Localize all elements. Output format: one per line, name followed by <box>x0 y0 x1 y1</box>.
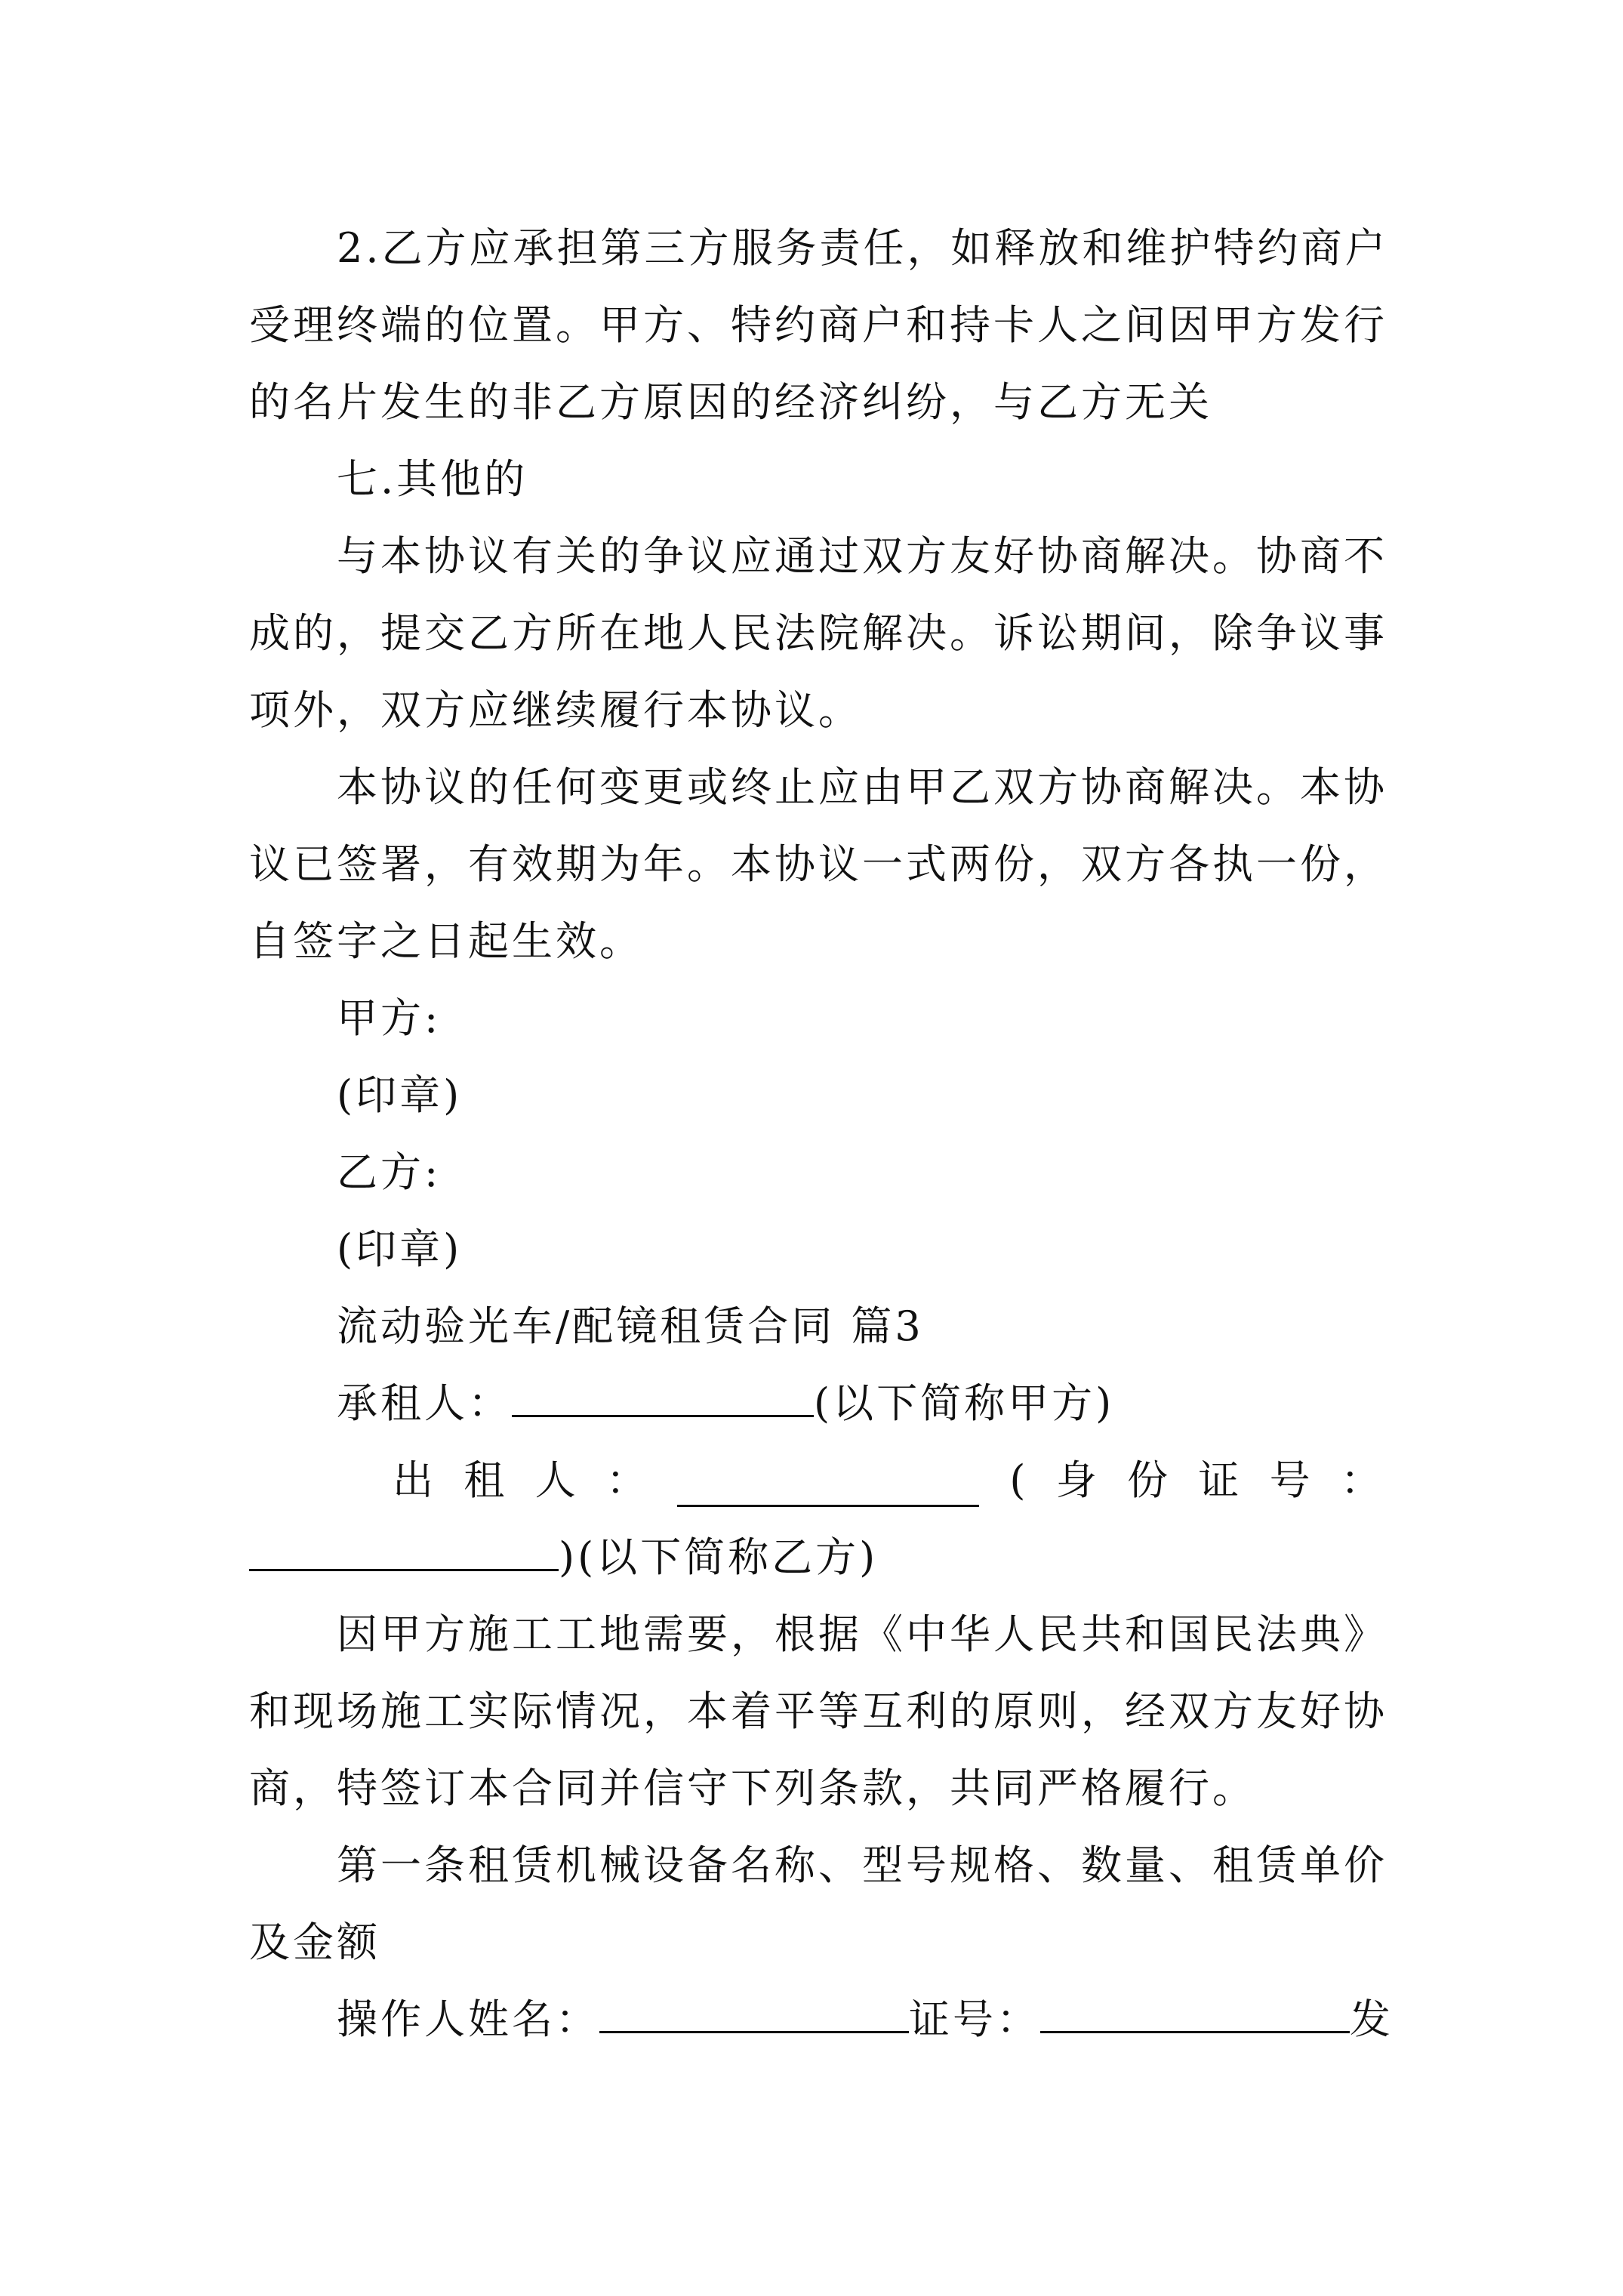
lessor-id-line <box>249 1519 1381 1596</box>
paragraph-line: 及金额 <box>249 1918 380 1966</box>
paragraph-line: 商，特签订本合同并信守下列条款，共同严格履行。 <box>249 1764 1256 1812</box>
seal-placeholder: (印章) <box>337 1071 463 1119</box>
id-char: 份 <box>1127 1456 1169 1504</box>
article-heading: 第一条租赁机械设备名称、型号规格、数量、租赁单价 <box>337 1841 1387 1889</box>
contract-title: 流动验光车/配镜租赁合同 篇3 <box>337 1302 924 1350</box>
lessor-char: 人 <box>534 1456 576 1504</box>
party-b-label: 乙方: <box>337 1148 442 1196</box>
seal-placeholder: (印章) <box>337 1225 463 1273</box>
operator-cert-label: 证号： <box>909 1996 1040 2043</box>
lessee-label: 承租人： <box>337 1379 512 1427</box>
document-body <box>249 210 1394 2058</box>
operator-tail: 发 <box>1350 1996 1394 2043</box>
lessor-char: ： <box>605 1456 647 1504</box>
paragraph-line: 项外，双方应继续履行本协议。 <box>249 686 862 734</box>
paragraph-line: 受理终端的位置。甲方、特约商户和持卡人之间因甲方发行 <box>249 301 1387 349</box>
id-open-paren: ( <box>1009 1456 1026 1504</box>
paragraph-line: 与本协议有关的争议应通过双方友好协商解决。协商不 <box>337 532 1387 580</box>
operator-name-label: 操作人姓名： <box>337 1996 599 2043</box>
section-heading: 七.其他的 <box>337 455 528 503</box>
lessee-blank <box>512 1365 814 1417</box>
operator-name-blank <box>599 1981 909 2033</box>
paragraph-line: 和现场施工实际情况，本着平等互利的原则，经双方友好协 <box>249 1687 1387 1735</box>
paragraph-line: 的名片发生的非乙方原因的经济纠纷，与乙方无关 <box>249 378 1212 426</box>
lessor-line <box>249 1442 1381 1519</box>
id-char: 证 <box>1198 1456 1240 1504</box>
paragraph-line: 自签字之日起生效。 <box>249 917 643 965</box>
id-char: ： <box>1340 1456 1381 1504</box>
lessee-suffix: (以下简称甲方) <box>814 1379 1115 1427</box>
paragraph-line: 因甲方施工工地需要，根据《中华人民共和国民法典》 <box>337 1610 1387 1658</box>
operator-cert-blank <box>1040 1981 1350 2033</box>
id-number-blank <box>249 1519 559 1571</box>
id-char: 号 <box>1269 1456 1310 1504</box>
lessor-char: 出 <box>393 1456 433 1504</box>
lessor-suffix: )(以下简称乙方) <box>559 1533 879 1581</box>
paragraph-line: 成的，提交乙方所在地人民法院解决。诉讼期间，除争议事 <box>249 609 1387 657</box>
lessee-line <box>249 1365 1381 1442</box>
lessor-char: 租 <box>463 1456 505 1504</box>
paragraph-line: 2.乙方应承担第三方服务责任，如释放和维护特约商户 <box>337 224 1389 272</box>
id-char: 身 <box>1055 1456 1097 1504</box>
paragraph-line: 议已签署，有效期为年。本协议一式两份，双方各执一份， <box>249 840 1387 888</box>
paragraph-line: 本协议的任何变更或终止应由甲乙双方协商解决。本协 <box>337 763 1387 811</box>
operator-line <box>249 1981 1394 2058</box>
party-a-label: 甲方: <box>337 994 442 1042</box>
lessor-blank <box>677 1455 979 1507</box>
